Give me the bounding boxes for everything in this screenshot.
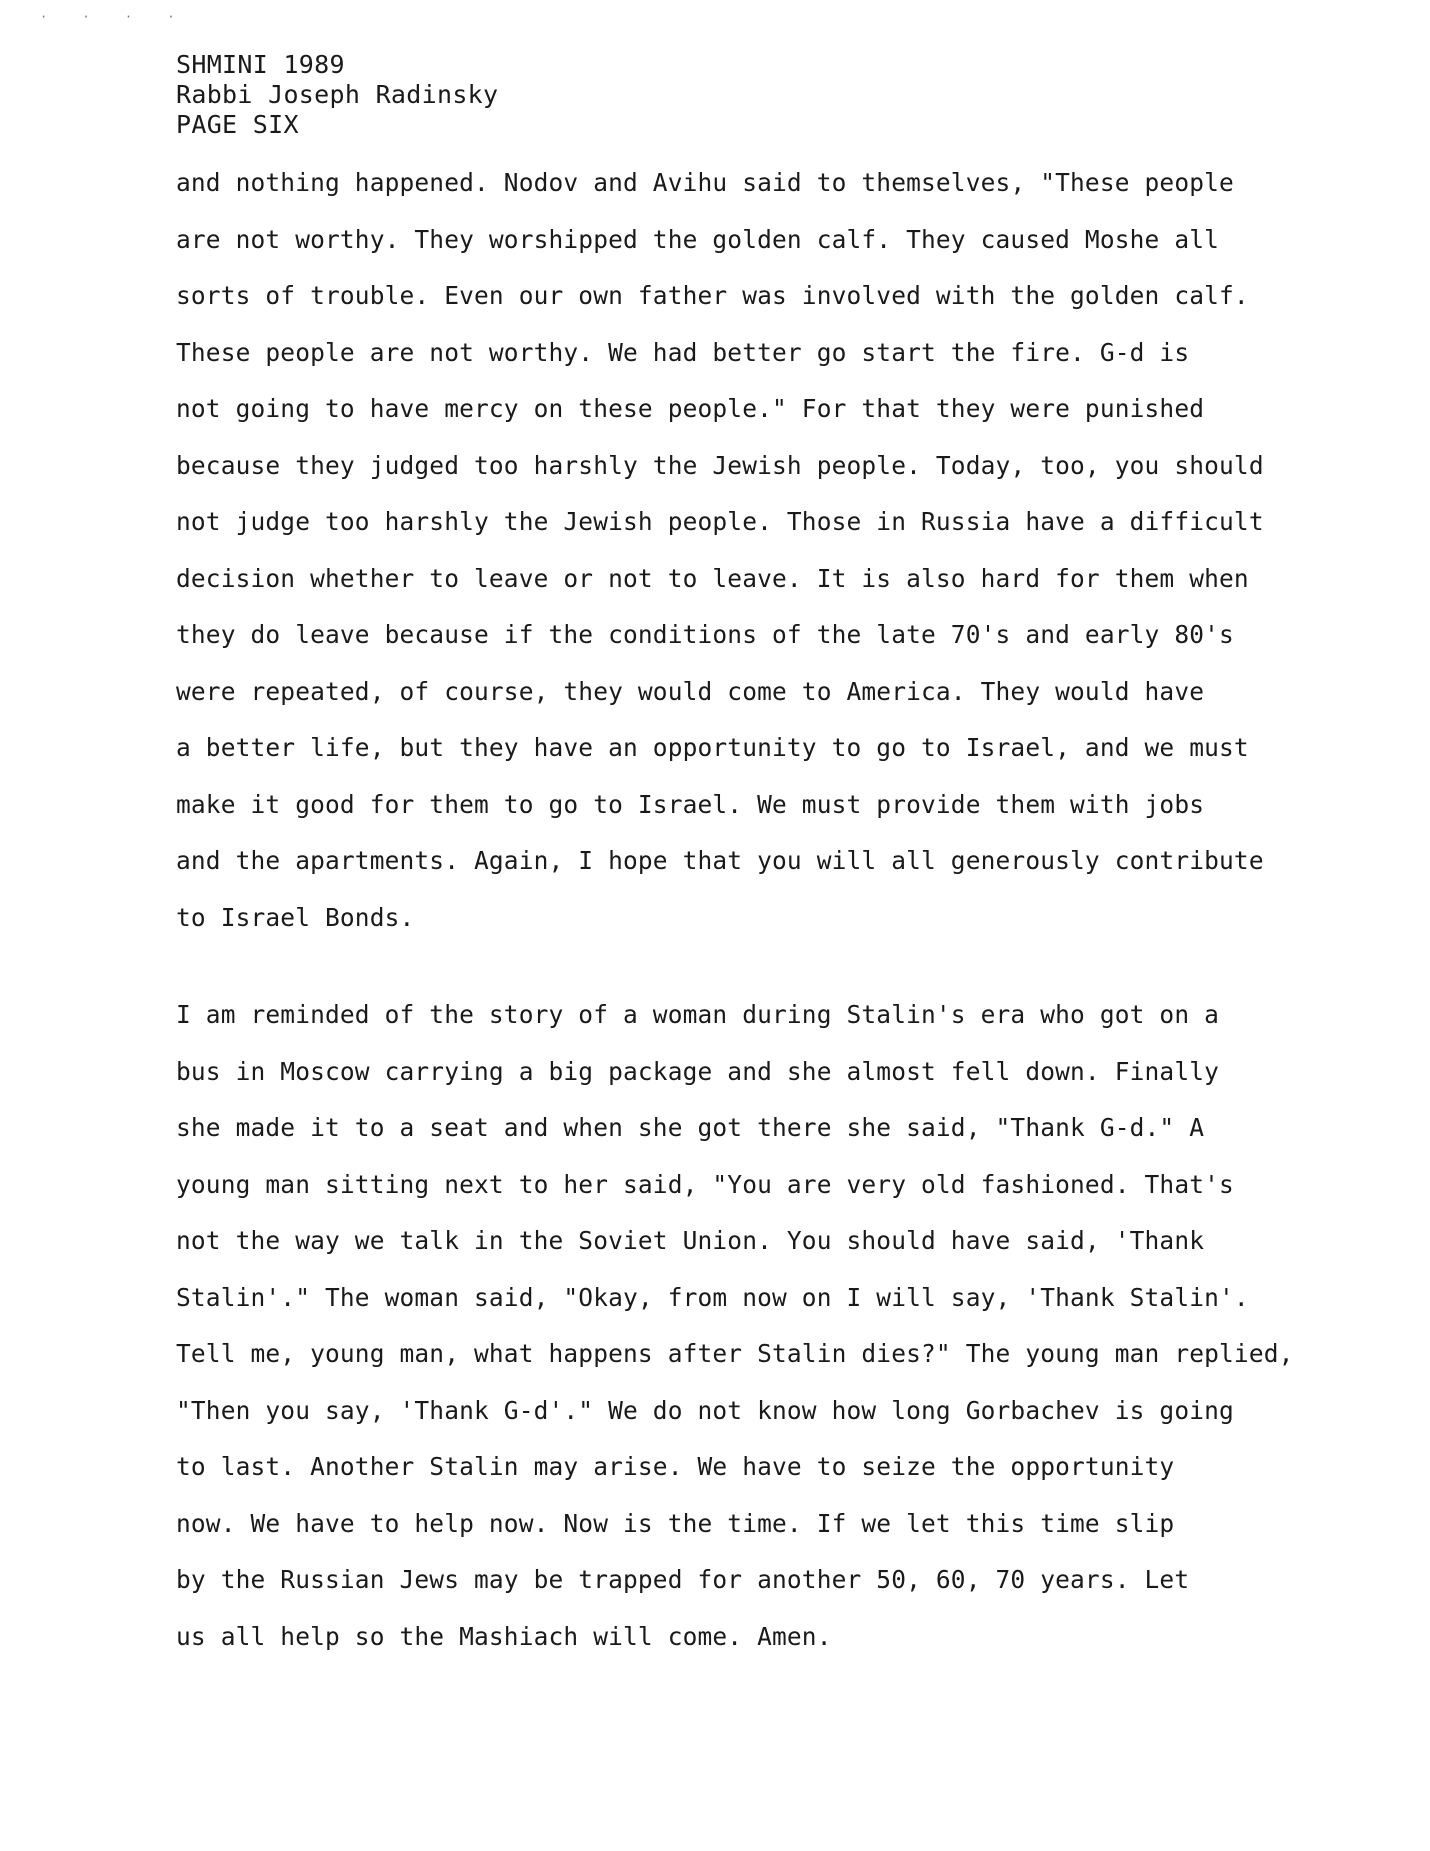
header-page-number: PAGE SIX [176, 110, 299, 139]
text-line: a better life, but they have an opportunity to go to Israel, and we must [176, 733, 1249, 762]
text-line: young man sitting next to her said, "You are very old fashioned. That's [176, 1169, 1234, 1199]
paragraph-2 [176, 987, 1294, 1665]
page-header [176, 50, 498, 140]
text-line: not going to have mercy on these people." For that they were punished [176, 394, 1205, 423]
text-line: I am reminded of the story of a woman during Stalin's era who got on a [176, 1000, 1220, 1029]
text-line: not the way we talk in the Soviet Union. You should have said, 'Thank [176, 1226, 1205, 1255]
text-line: Tell me, young man, what happens after Stalin dies?" The young man replied, [176, 1339, 1294, 1368]
text-line: Stalin'." The woman said, "Okay, from now on I will say, 'Thank Stalin'. [176, 1282, 1249, 1312]
text-line: sorts of trouble. Even our own father was involved with the golden calf. [176, 281, 1249, 310]
text-line: not judge too harshly the Jewish people. Those in Russia have a difficult [176, 507, 1264, 536]
text-line: "Then you say, 'Thank G-d'." We do not know how long Gorbachev is going [176, 1395, 1234, 1425]
header-title: SHMINI 1989 [176, 50, 345, 79]
text-line: decision whether to leave or not to leave. It is also hard for them when [176, 563, 1249, 593]
text-line: and the apartments. Again, I hope that you will all generously contribute [176, 846, 1264, 875]
text-line: to last. Another Stalin may arise. We have to seize the opportunity [176, 1452, 1175, 1481]
text-line: they do leave because if the conditions of the late 70's and early 80's [176, 620, 1234, 649]
text-line: bus in Moscow carrying a big package and she almost fell down. Finally [176, 1056, 1220, 1086]
paragraph-1 [176, 155, 1264, 946]
text-line: she made it to a seat and when she got there she said, "Thank G-d." A [176, 1113, 1205, 1142]
header-author: Rabbi Joseph Radinsky [176, 80, 499, 109]
text-line: because they judged too harshly the Jewish people. Today, too, you should [176, 450, 1264, 480]
text-line: make it good for them to go to Israel. We must provide them with jobs [176, 789, 1205, 819]
text-line: were repeated, of course, they would come to America. They would have [176, 676, 1205, 706]
text-line: These people are not worthy. We had better go start the fire. G-d is [176, 337, 1190, 367]
text-line: by the Russian Jews may be trapped for another 50, 60, 70 years. Let [176, 1565, 1190, 1594]
text-line: to Israel Bonds. [176, 902, 415, 932]
text-line: are not worthy. They worshipped the golden calf. They caused Moshe all [176, 224, 1220, 254]
scan-specks: · · · · [40, 10, 189, 24]
text-line: now. We have to help now. Now is the time. If we let this time slip [176, 1508, 1175, 1538]
text-line: and nothing happened. Nodov and Avihu said to themselves, "These people [176, 168, 1234, 197]
text-line: us all help so the Mashiach will come. Amen. [176, 1621, 832, 1651]
